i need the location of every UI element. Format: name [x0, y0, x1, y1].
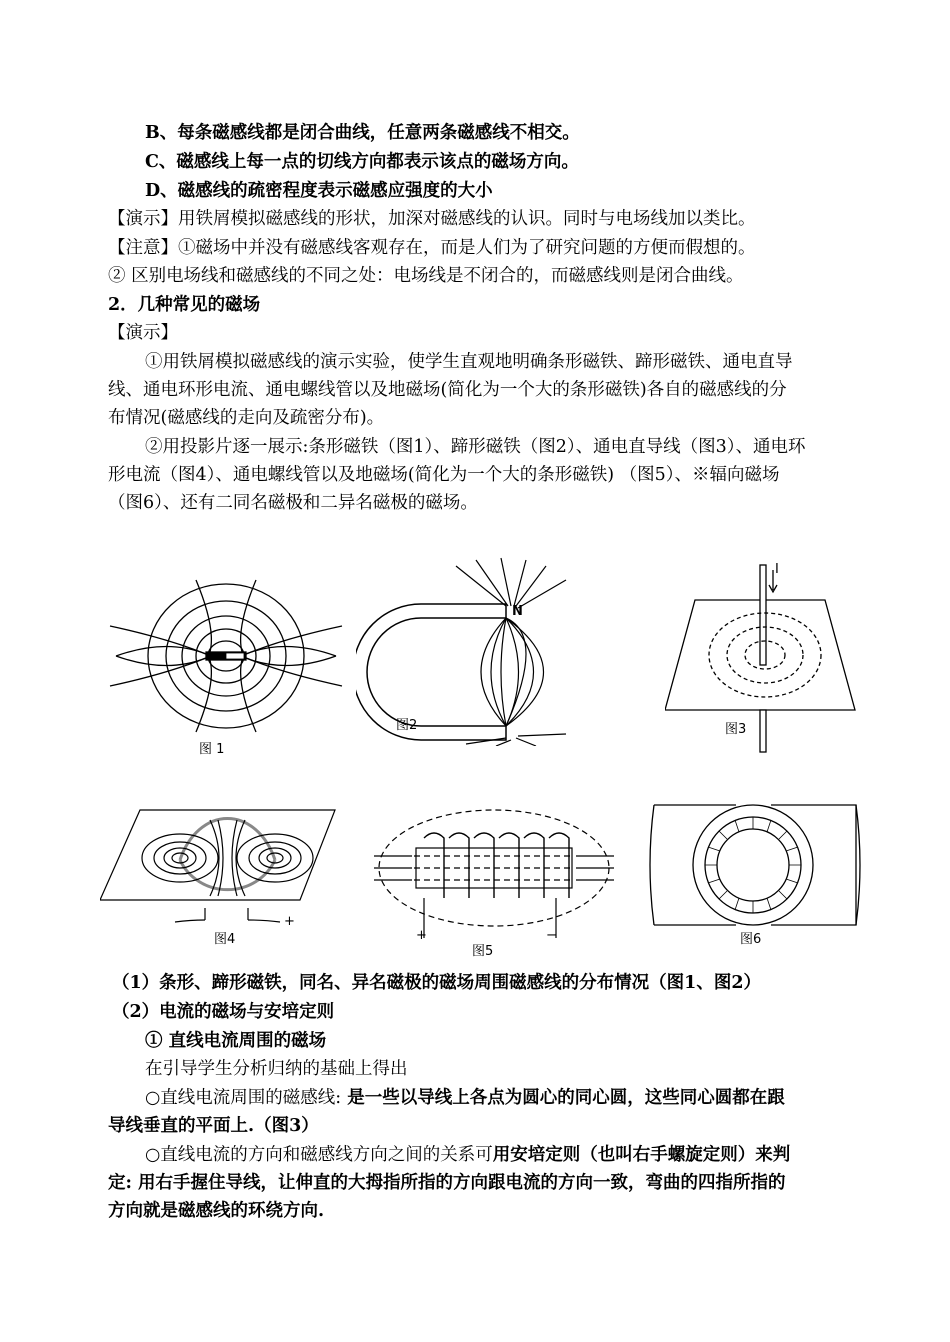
- ampere-rule-prefix: ○直线电流的方向和磁感线方向之间的关系可: [145, 1145, 493, 1165]
- demo-label: 【演示】: [108, 323, 178, 343]
- note-paragraph: 【注意】①磁场中并没有磁感线客观存在，而是人们为了研究问题的方便而假想的。: [108, 238, 756, 258]
- straight-current-heading: ① 直线电流周围的磁场: [145, 1031, 327, 1051]
- ampere-rule-statement: 定: 用右手握住导线，让伸直的大拇指所指的方向跟电流的方向一致，弯曲的四指所指的: [108, 1173, 786, 1193]
- figure-2-caption: 图2: [396, 718, 418, 733]
- field-lines-prefix: ○直线电流周围的磁感线:: [145, 1088, 342, 1108]
- field-lines-definition-cont: 导线垂直的平面上.（图3）: [108, 1116, 319, 1136]
- current-label: I: [775, 562, 779, 577]
- figure-1-bar-magnet: [106, 578, 346, 758]
- subsection-2: （2）电流的磁场与安培定则: [112, 1002, 335, 1022]
- figure-2-horseshoe-magnet: [356, 556, 586, 746]
- north-pole-label: N: [512, 604, 523, 619]
- figure-3-straight-current: [665, 560, 865, 755]
- figure-4-caption: 图4: [214, 932, 236, 947]
- figure-5-plus-terminal: +: [416, 928, 427, 943]
- ampere-rule-intro: [145, 1144, 885, 1166]
- field-lines-definition: 是一些以导线上各点为圆心的同心圆，这些同心圆都在跟: [341, 1088, 785, 1108]
- figure-5-caption: 图5: [472, 944, 494, 959]
- figure-1-caption: 图 1: [199, 742, 225, 757]
- option-c: C、磁感线上每一点的切线方向都表示该点的磁场方向。: [145, 152, 579, 172]
- figure-4-plus-sign: +: [284, 914, 295, 929]
- figure-5-minus-terminal: −: [546, 928, 557, 943]
- paragraph-2-line-2: 形电流（图4）、通电螺线管以及地磁场(简化为一个大的条形磁铁) （图5）、※辐向磁场: [108, 465, 780, 485]
- paragraph-1-line-3: 布情况(磁感线的走向及疏密分布)。: [108, 408, 385, 428]
- figure-6-caption: 图6: [740, 932, 762, 947]
- section-heading: 2．几种常见的磁场: [108, 295, 261, 315]
- ampere-rule-statement-end: 方向就是磁感线的环绕方向.: [108, 1201, 325, 1221]
- option-d: D、磁感线的疏密程度表示磁感应强度的大小: [145, 181, 493, 201]
- figure-6-radial-field: [646, 800, 861, 945]
- field-lines-description: [145, 1087, 885, 1109]
- figure-3-caption: 图3: [725, 722, 747, 737]
- paragraph-2-line-3: （图6）、还有二同名磁极和二异名磁极的磁场。: [108, 493, 478, 513]
- paragraph-1-line-1: ①用铁屑模拟磁感线的演示实验，使学生直观地明确条形磁铁、蹄形磁铁、通电直导: [145, 352, 793, 372]
- paragraph-2-line-1: ②用投影片逐一展示:条形磁铁（图1）、蹄形磁铁（图2）、通电直导线（图3）、通电环: [145, 437, 806, 457]
- subsection-1: （1）条形、蹄形磁铁，同名、异名磁极的磁场周围磁感线的分布情况（图1、图2）: [112, 973, 762, 993]
- note-second-point: ② 区别电场线和磁感线的不同之处：电场线是不闭合的，而磁感线则是闭合曲线。: [108, 266, 744, 286]
- figure-5-solenoid: [374, 798, 614, 958]
- demo-paragraph: 【演示】用铁屑模拟磁感线的形状，加深对磁感线的认识。同时与电场线加以类比。: [108, 209, 756, 229]
- induction-intro: 在引导学生分析归纳的基础上得出: [145, 1059, 408, 1079]
- figure-4-circular-current: [100, 780, 340, 945]
- ampere-rule-name: 用安培定则（也叫右手螺旋定则）来判: [492, 1145, 791, 1165]
- option-b: B、每条磁感线都是闭合曲线，任意两条磁感线不相交。: [145, 123, 580, 143]
- paragraph-1-line-2: 线、通电环形电流、通电螺线管以及地磁场(简化为一个大的条形磁铁)各自的磁感线的分: [108, 380, 787, 400]
